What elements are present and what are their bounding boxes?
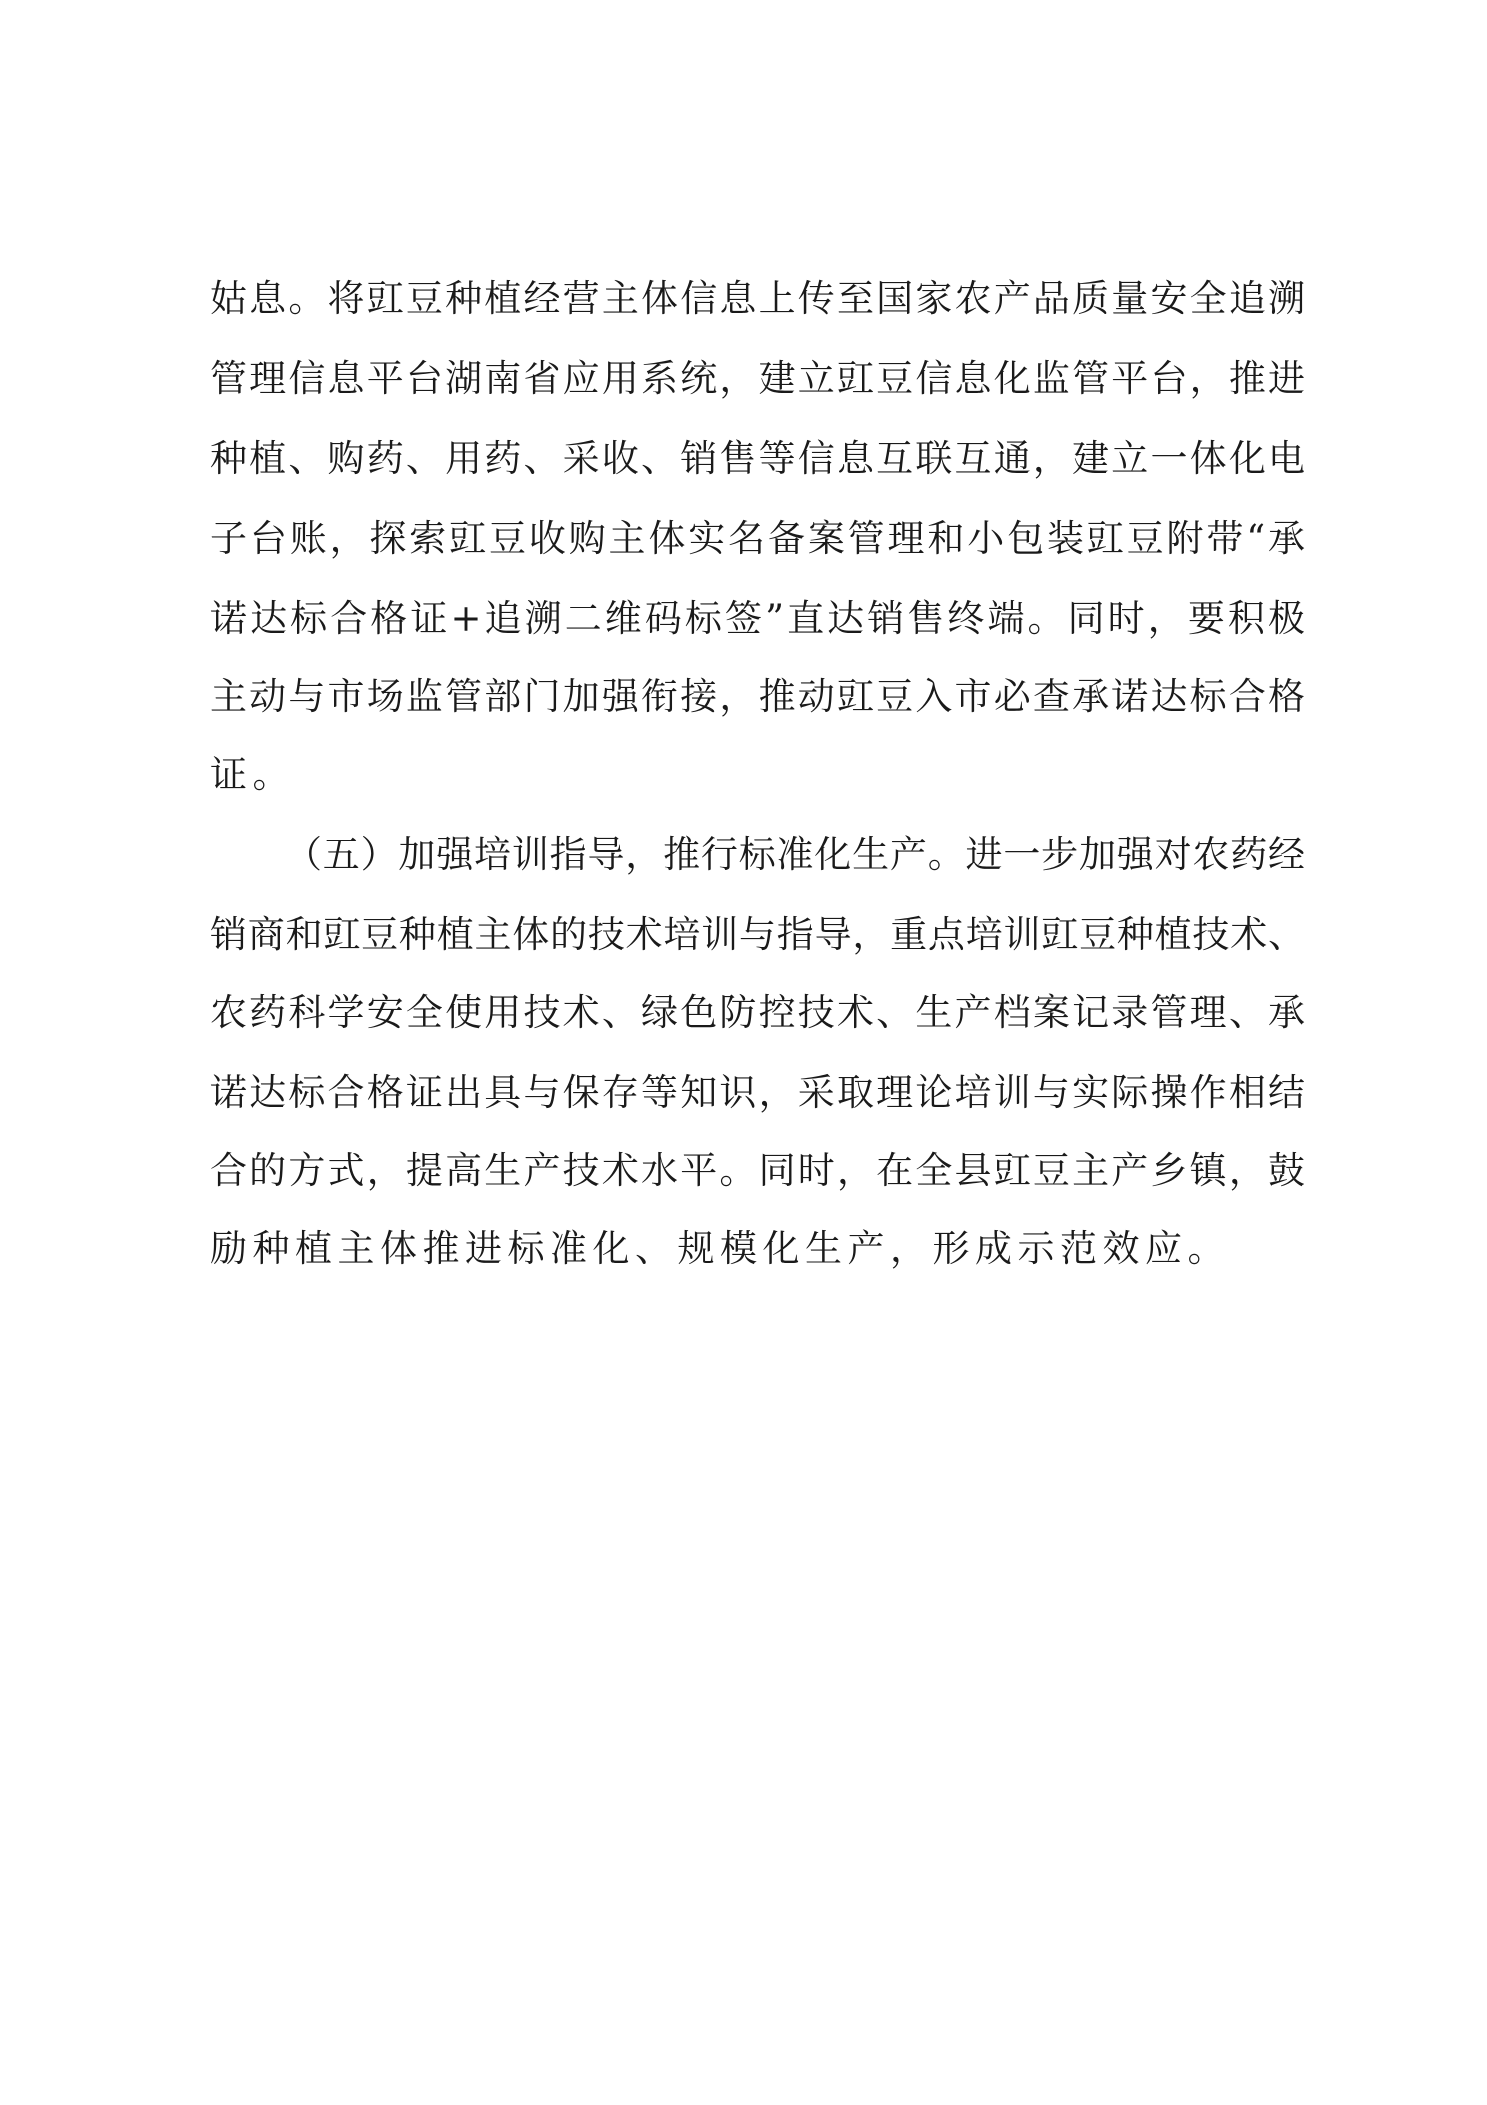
paragraph-1-line-7: 证。 [210, 753, 295, 796]
paragraph-2-line-6: 励种植主体推进标准化、规模化生产，形成示范效应。 [210, 1227, 1230, 1270]
paragraph-2-line-5: 合的方式，提高生产技术水平。同时，在全县豇豆主产乡镇，鼓 [210, 1149, 1305, 1192]
paragraph-1-line-6: 主动与市场监管部门加强衔接，推动豇豆入市必查承诺达标合格 [210, 675, 1305, 718]
paragraph-1-line-1: 姑息。将豇豆种植经营主体信息上传至国家农产品质量安全追溯 [210, 277, 1305, 320]
paragraph-2-line-2: 销商和豇豆种植主体的技术培训与指导，重点培训豇豆种植技术、 [210, 913, 1305, 956]
paragraph-2-line-1: （五）加强培训指导，推行标准化生产。进一步加强对农药经 [285, 833, 1305, 876]
paragraph-1-line-2: 管理信息平台湖南省应用系统，建立豇豆信息化监管平台，推进 [210, 357, 1305, 400]
paragraph-1-line-4: 子台账，探索豇豆收购主体实名备案管理和小包装豇豆附带“承 [210, 517, 1305, 560]
paragraph-2-line-3: 农药科学安全使用技术、绿色防控技术、生产档案记录管理、承 [210, 991, 1305, 1034]
paragraph-1-line-3: 种植、购药、用药、采收、销售等信息互联互通，建立一体化电 [210, 437, 1305, 480]
paragraph-1-line-5: 诺达标合格证+追溯二维码标签”直达销售终端。同时，要积极 [210, 597, 1305, 640]
paragraph-2-line-4: 诺达标合格证出具与保存等知识，采取理论培训与实际操作相结 [210, 1071, 1305, 1114]
